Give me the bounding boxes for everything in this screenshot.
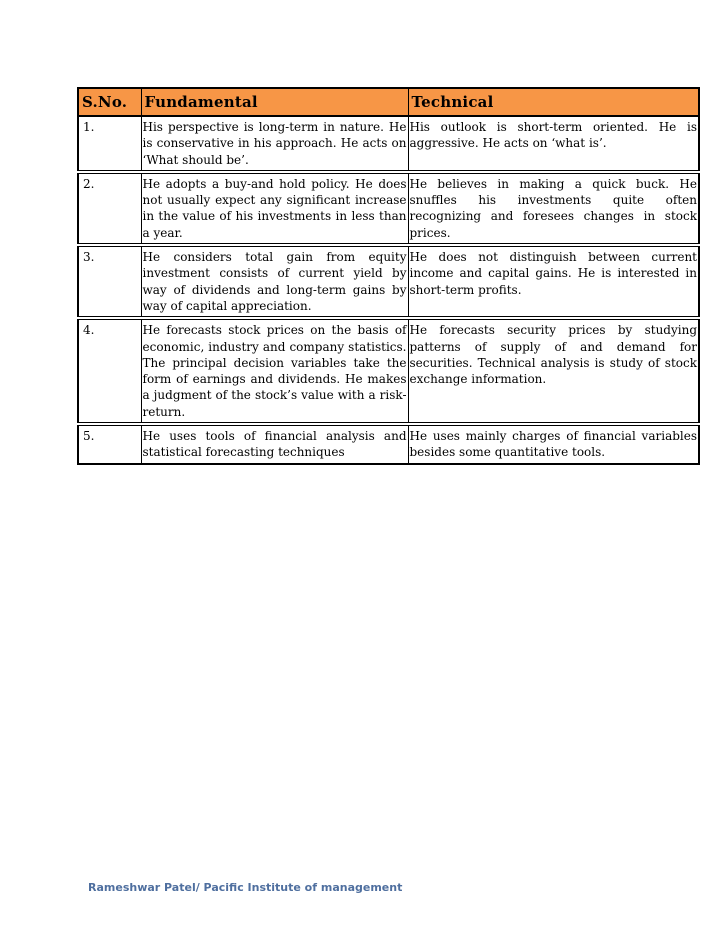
cell-sno: 5. bbox=[78, 424, 141, 464]
table-row bbox=[78, 318, 699, 424]
header-fundamental: Fundamental bbox=[141, 88, 408, 116]
header-sno: S.No. bbox=[78, 88, 141, 116]
cell-sno: 3. bbox=[78, 245, 141, 318]
table-header-row bbox=[78, 88, 699, 116]
cell-sno: 2. bbox=[78, 172, 141, 245]
table-row bbox=[78, 424, 699, 464]
cell-technical: He forecasts security prices by studying patterns of supply of and demand for securities. Technical analysis is study of stock exchange information. bbox=[408, 318, 699, 424]
cell-technical: He uses mainly charges of financial variables besides some quantitative tools. bbox=[408, 424, 699, 464]
cell-sno: 4. bbox=[78, 318, 141, 424]
table-row bbox=[78, 116, 699, 172]
comparison-table bbox=[77, 87, 700, 465]
cell-fundamental: His perspective is long-term in nature. He is conservative in his approach. He acts on ‘What should be’. bbox=[141, 116, 408, 172]
cell-fundamental: He uses tools of financial analysis and statistical forecasting techniques bbox=[141, 424, 408, 464]
table-row bbox=[78, 172, 699, 245]
header-technical: Technical bbox=[408, 88, 699, 116]
cell-sno: 1. bbox=[78, 116, 141, 172]
cell-fundamental: He adopts a buy-and hold policy. He does not usually expect any significant increase in the value of his investments in less than a year. bbox=[141, 172, 408, 245]
cell-fundamental: He forecasts stock prices on the basis of economic, industry and company statistics. The principal decision variables take the form of earnings and dividends. He makes a judgment of the stock’s value with a risk-return. bbox=[141, 318, 408, 424]
cell-technical: His outlook is short-term oriented. He is aggressive. He acts on ‘what is’. bbox=[408, 116, 699, 172]
cell-technical: He believes in making a quick buck. He snuffles his investments quite often recognizing and foresees changes in stock prices. bbox=[408, 172, 699, 245]
page-footer: Rameshwar Patel/ Pacific Institute of management bbox=[88, 881, 403, 894]
table-row bbox=[78, 245, 699, 318]
cell-technical: He does not distinguish between current income and capital gains. He is interested in short-term profits. bbox=[408, 245, 699, 318]
cell-fundamental: He considers total gain from equity investment consists of current yield by way of dividends and long-term gains by way of capital appreciation. bbox=[141, 245, 408, 318]
comparison-table-container bbox=[77, 87, 698, 465]
